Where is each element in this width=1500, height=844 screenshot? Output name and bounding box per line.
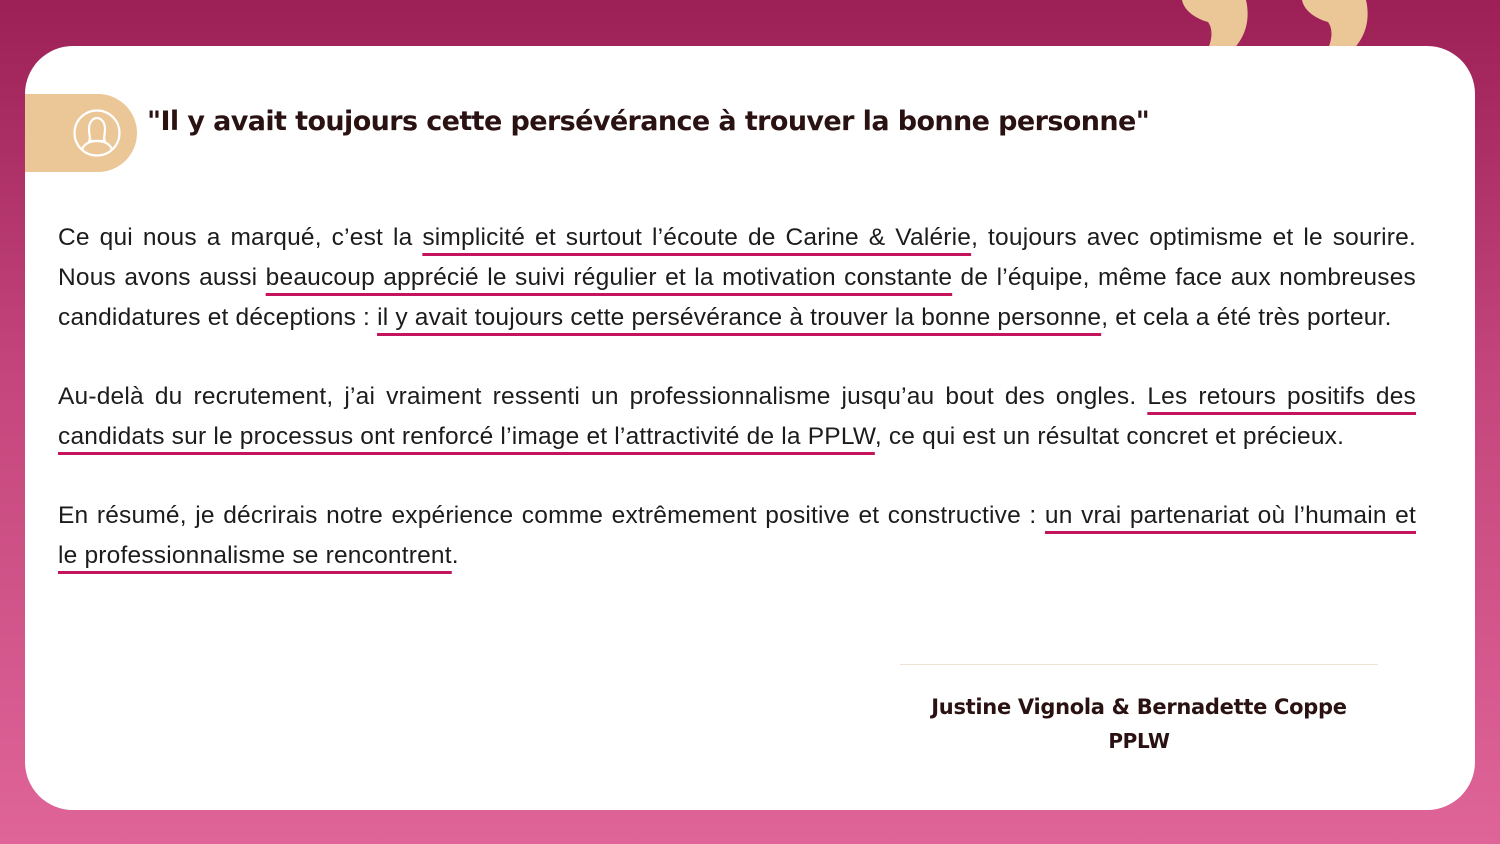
signature-organization: PPLW [1108, 729, 1170, 753]
signature-name: Justine Vignola & Bernadette Coppe [931, 695, 1347, 719]
highlight-phrase: simplicité et surtout l’écoute de Carine & Valérie [422, 224, 972, 251]
highlight-phrase: beaucoup apprécié le suivi régulier et la motivation constante [265, 264, 953, 291]
user-outline-icon [72, 108, 122, 158]
paragraph-2: Au-delà du recrutement, j’ai vraiment ressenti un professionnalisme jusqu’au bout des ongles. Les retours positifs des candidats sur le processus ont renforcé l’image et l’attractivité de la PPLW, ce qui est un résultat concret et précieux. [58, 383, 1416, 450]
paragraph-3: En résumé, je décrirais notre expérience comme extrêmement positive et constructive : un vrai partenariat où l’humain et le professionnalisme se rencontrent. [58, 502, 1416, 569]
highlight-phrase: il y avait toujours cette persévérance à trouver la bonne personne [377, 304, 1102, 331]
testimonial-body [58, 218, 1416, 615]
page-title: "Il y avait toujours cette persévérance à trouver la bonne personne" [147, 106, 1150, 137]
highlight-phrase: Les retours positifs des candidats sur le processus ont renforcé l’image et l’attractivité de la PPLW [58, 383, 1416, 450]
paragraph-1: Ce qui nous a marqué, c’est la simplicité et surtout l’écoute de Carine & Valérie, toujours avec optimisme et le sourire. Nous avons aussi beaucoup apprécié le suivi régulier et la motivation constante de l’équipe, même face aux nombreuses candidatures et déceptions : il y avait toujours cette persévérance à trouver la bonne personne, et cela a été très porteur. [58, 224, 1416, 331]
highlight-phrase: un vrai partenariat où l’humain et le professionnalisme se rencontrent [58, 502, 1416, 569]
signature-divider [900, 664, 1378, 665]
